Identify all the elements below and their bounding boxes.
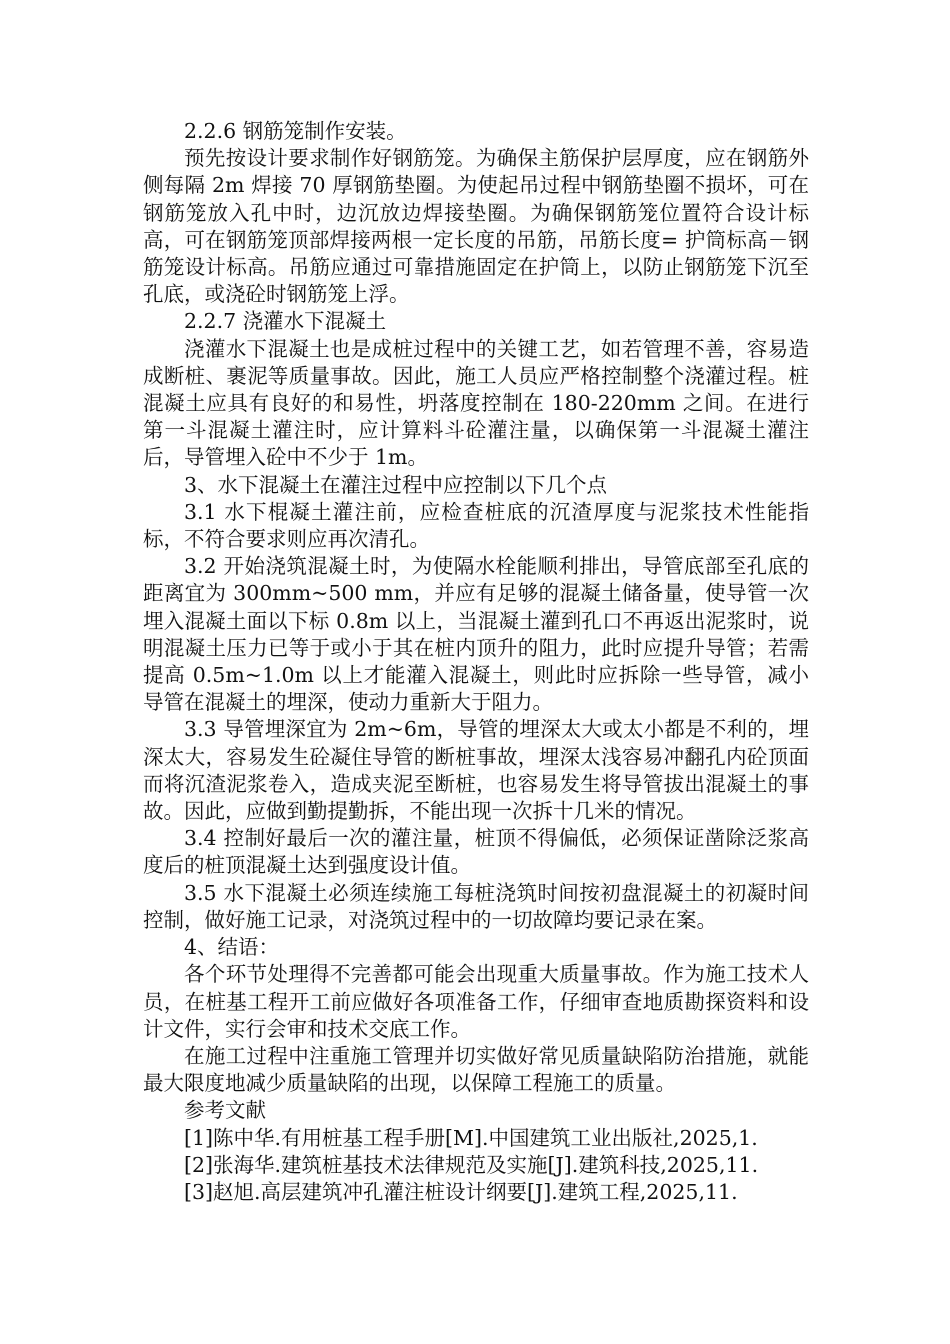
reference-item-1: [1]陈中华.有用桩基工程手册[M].中国建筑工业出版社,2025,1.	[184, 1125, 758, 1150]
paragraph-3-4: 3.4 控制好最后一次的灌注量，桩顶不得偏低，必须保证凿除泛浆高度后的桩顶混凝土达到强度设计值。	[143, 826, 809, 878]
references-heading: 参考文献	[184, 1098, 266, 1123]
document-body	[143, 118, 809, 1206]
paragraph-3-5: 3.5 水下混凝土必须连续施工每桩浇筑时间按初盘混凝土的初凝时间控制，做好施工记录，对浇筑过程中的一切故障均要记录在案。	[143, 880, 809, 932]
paragraph-rebar-cage: 预先按设计要求制作好钢筋笼。为确保主筋保护层厚度，应在钢筋外侧每隔 2m 焊接 70 厚钢筋垫圈。为使起吊过程中钢筋垫圈不损坏，可在钢筋笼放入孔中时，边沉放边焊接垫圈。为确保钢筋笼位置符合设计标高，可在钢筋笼顶部焊接两根一定长度的吊筋，吊筋长度= 护筒标高－钢筋笼设计标高。吊筋应通过可靠措施固定在护筒上，以防止钢筋笼下沉至孔底，或浇砼时钢筋笼上浮。	[143, 146, 809, 307]
section-heading-2-2-7: 2.2.7 浇灌水下混凝土	[184, 309, 387, 334]
paragraph-underwater-concrete: 浇灌水下混凝土也是成桩过程中的关键工艺，如若管理不善，容易造成断桩、裹泥等质量事故。因此，施工人员应严格控制整个浇灌过程。桩混凝土应具有良好的和易性，坍落度控制在 180-220mm 之间。在进行第一斗混凝土灌注时，应计算料斗砼灌注量，以确保第一斗混凝土灌注后，导管埋入砼中不少于 1m。	[143, 336, 809, 470]
reference-item-3: [3]赵旭.高层建筑冲孔灌注桩设计纲要[J].建筑工程,2025,11.	[184, 1179, 738, 1204]
section-heading-3: 3、水下混凝土在灌注过程中应控制以下几个点	[184, 472, 608, 497]
paragraph-3-2: 3.2 开始浇筑混凝土时，为使隔水栓能顺利排出，导管底部至孔底的距离宜为 300mm~500 mm，并应有足够的混凝土储备量，使导管一次埋入混凝土面以下标 0.8m 以上，当混凝土灌到孔口不再返出泥浆时，说明混凝土压力已等于或小于其在桩内顶升的阻力，此时应提升导管；若需提高 0.5m~1.0m 以上才能灌入混凝土，则此时应拆除一些导管，减小导管在混凝土的埋深，使动力重新大于阻力。	[143, 554, 809, 715]
paragraph-3-3: 3.3 导管埋深宜为 2m~6m，导管的埋深太大或太小都是不利的，埋深太大，容易发生砼凝住导管的断桩事故，埋深太浅容易冲翻孔内砼顶面而将沉渣泥浆卷入，造成夹泥至断桩，也容易发生将导管拔出混凝土的事故。因此，应做到勤提勤拆，不能出现一次拆十几米的情况。	[143, 717, 809, 824]
paragraph-3-1: 3.1 水下棍凝土灌注前，应检查桩底的沉渣厚度与泥浆技术性能指标，不符合要求则应再次清孔。	[143, 499, 809, 552]
reference-item-2: [2]张海华.建筑桩基技术法律规范及实施[J].建筑科技,2025,11.	[184, 1152, 759, 1177]
paragraph-conclusion-2: 在施工过程中注重施工管理并切实做好常见质量缺陷防治措施，就能最大限度地减少质量缺陷的出现，以保障工程施工的质量。	[143, 1043, 809, 1096]
section-heading-2-2-6: 2.2.6 钢筋笼制作安装。	[184, 119, 407, 143]
section-heading-conclusion: 4、结语：	[184, 935, 280, 960]
paragraph-conclusion-1: 各个环节处理得不完善都可能会出现重大质量事故。作为施工技术人员，在桩基工程开工前应做好各项准备工作，仔细审查地质勘探资料和设计文件，实行会审和技术交底工作。	[143, 962, 809, 1041]
